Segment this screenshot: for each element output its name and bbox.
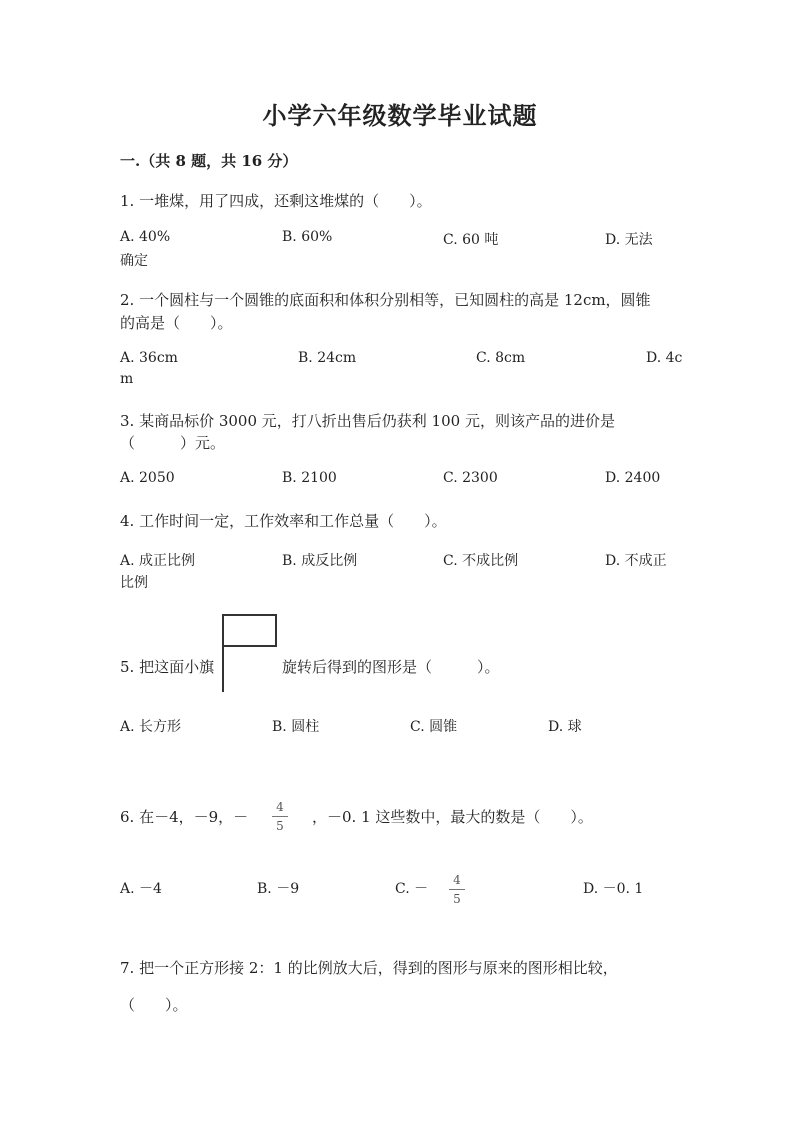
q2-option-d[interactable]: D. 4c <box>646 350 683 366</box>
question-3-line-1: 3. 某商品标价 3000 元，打八折出售后仍获利 100 元，则该产品的进价是 <box>120 412 615 430</box>
question-2-line-1: 2. 一个圆柱与一个圆锥的底面积和体积分别相等，已知圆柱的高是 12cm，圆锥 <box>120 291 651 309</box>
section-heading: 一.（共 8 题，共 16 分） <box>120 152 298 170</box>
q6-option-b[interactable]: B. －9 <box>257 881 300 897</box>
question-6-after: ，－0. 1 这些数中，最大的数是（ ）。 <box>312 808 593 826</box>
question-7-line-1: 7. 把一个正方形接 2：1 的比例放大后，得到的图形与原来的图形相比较， <box>120 959 618 977</box>
fraction-bar <box>272 816 288 817</box>
q1-option-b[interactable]: B. 60% <box>282 229 333 245</box>
q1-option-d[interactable]: D. 无法 <box>605 232 653 248</box>
fraction-bar <box>449 889 465 890</box>
q6-option-c[interactable]: C. － <box>395 881 429 897</box>
q6-option-d[interactable]: D. －0. 1 <box>583 881 644 897</box>
q4-option-d[interactable]: D. 不成正 <box>605 553 667 569</box>
q1-option-d-wrap: 确定 <box>120 253 148 269</box>
q2-option-c[interactable]: C. 8cm <box>476 350 526 366</box>
q1-option-c[interactable]: C. 60 吨 <box>443 232 499 248</box>
page-title: 小学六年级数学毕业试题 <box>262 101 538 130</box>
q6-fraction-numerator: 4 <box>276 800 284 814</box>
q2-option-a[interactable]: A. 36cm <box>120 350 178 366</box>
q6-option-a[interactable]: A. －4 <box>120 881 162 897</box>
q2-option-b[interactable]: B. 24cm <box>298 350 357 366</box>
q2-option-d-wrap: m <box>120 371 134 387</box>
q5-option-a[interactable]: A. 长方形 <box>120 719 182 735</box>
question-5-before: 5. 把这面小旗 <box>120 658 215 676</box>
q5-option-c[interactable]: C. 圆锥 <box>410 719 458 735</box>
q6-option-c-denominator: 5 <box>453 892 461 906</box>
question-2-line-2: 的高是（ ）。 <box>120 314 233 332</box>
question-6-before: 6. 在－4，－9，－ <box>120 808 249 826</box>
q1-option-a[interactable]: A. 40% <box>120 229 171 245</box>
q5-option-d[interactable]: D. 球 <box>548 719 582 735</box>
flag-icon <box>223 614 277 647</box>
q6-option-c-fraction <box>449 872 465 907</box>
q3-option-a[interactable]: A. 2050 <box>120 470 175 486</box>
q4-option-c[interactable]: C. 不成比例 <box>443 553 519 569</box>
q3-option-d[interactable]: D. 2400 <box>605 470 661 486</box>
q6-option-c-numerator: 4 <box>453 873 461 887</box>
question-3-line-2: （ ）元。 <box>120 434 226 452</box>
q4-option-d-wrap: 比例 <box>120 575 148 591</box>
question-4: 4. 工作时间一定，工作效率和工作总量（ ）。 <box>120 512 447 530</box>
q6-fraction-denominator: 5 <box>276 819 284 833</box>
q4-option-a[interactable]: A. 成正比例 <box>120 553 196 569</box>
q5-option-b[interactable]: B. 圆柱 <box>272 719 320 735</box>
question-5-after: 旋转后得到的图形是（ ）。 <box>282 658 500 676</box>
q3-option-b[interactable]: B. 2100 <box>282 470 337 486</box>
question-1: 1. 一堆煤，用了四成，还剩这堆煤的（ ）。 <box>120 192 432 210</box>
q6-fraction <box>272 799 288 834</box>
q4-option-b[interactable]: B. 成反比例 <box>282 553 358 569</box>
question-7-line-2: （ ）。 <box>120 996 188 1014</box>
q3-option-c[interactable]: C. 2300 <box>443 470 498 486</box>
